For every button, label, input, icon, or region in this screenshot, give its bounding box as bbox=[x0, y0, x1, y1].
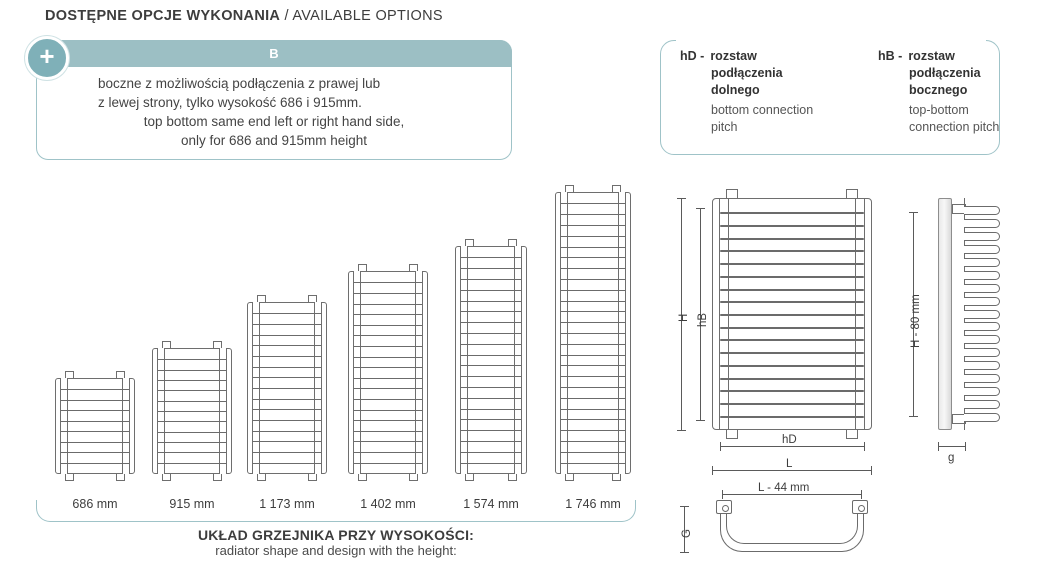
bottom-connection-tube-inner bbox=[726, 506, 858, 544]
front-view-rung bbox=[720, 416, 864, 418]
front-view-foot-left bbox=[726, 430, 738, 439]
dim-l-line bbox=[712, 470, 872, 471]
radiator-cap bbox=[213, 341, 222, 348]
radiator-foot bbox=[465, 474, 474, 481]
dim-g-small-tick-left bbox=[938, 442, 939, 451]
dim-hd-tick-left bbox=[720, 442, 721, 451]
radiator-rung bbox=[158, 411, 226, 412]
legend-hd-pl-line-1: rozstaw bbox=[710, 49, 757, 63]
radiator-rung bbox=[461, 387, 521, 388]
family-caption-pl: UKŁAD GRZEJNIKA PRZY WYSOKOŚCI: bbox=[197, 527, 475, 543]
radiator-rung bbox=[158, 463, 226, 464]
side-view-tube bbox=[964, 322, 1000, 331]
radiator-rungs bbox=[61, 384, 129, 468]
radiator-size-4 bbox=[348, 271, 428, 474]
dim-g-small-tick-right bbox=[965, 442, 966, 451]
dim-l-tick-left bbox=[712, 466, 713, 475]
radiator-foot bbox=[565, 474, 574, 481]
front-view-rung bbox=[720, 238, 864, 240]
dim-h-minus-tick-top bbox=[909, 212, 918, 213]
radiator-rung bbox=[561, 355, 625, 356]
radiator-rung bbox=[461, 355, 521, 356]
dim-g-tick-bottom bbox=[680, 552, 689, 553]
option-text-line-3: top bottom same end left or right hand side, bbox=[143, 114, 405, 130]
dim-l-label: L bbox=[786, 458, 793, 470]
radiator-rung bbox=[253, 356, 321, 357]
legend-hd-en-line-1: bottom connection bbox=[711, 102, 814, 117]
front-view-rung bbox=[720, 378, 864, 380]
radiator-rung bbox=[354, 410, 422, 411]
radiator-rung bbox=[561, 387, 625, 388]
radiator-rung bbox=[253, 420, 321, 421]
radiator-rung bbox=[461, 452, 521, 453]
bottom-connection-right-dot bbox=[858, 505, 865, 512]
front-view-rung bbox=[720, 212, 864, 214]
radiator-foot bbox=[308, 474, 317, 481]
radiator-rung bbox=[561, 322, 625, 323]
legend-box-top-gap bbox=[676, 39, 986, 43]
radiator-rungs bbox=[561, 198, 625, 468]
radiator-rung bbox=[461, 463, 521, 464]
radiator-rung bbox=[461, 279, 521, 280]
side-view-tube bbox=[964, 258, 1000, 267]
radiator-size-label: 1 402 mm bbox=[360, 497, 416, 511]
radiator-rung bbox=[561, 376, 625, 377]
radiator-rung bbox=[461, 301, 521, 302]
side-view-tube bbox=[964, 206, 1000, 215]
radiator-rung bbox=[253, 367, 321, 368]
radiator-rung bbox=[354, 314, 422, 315]
radiator-rung bbox=[461, 441, 521, 442]
radiator-rung bbox=[158, 442, 226, 443]
dim-hb-tick-bottom bbox=[696, 420, 705, 421]
radiator-rung bbox=[253, 441, 321, 442]
radiator-cap bbox=[508, 239, 517, 246]
front-view-rung bbox=[720, 403, 864, 405]
dim-h-minus-label: H - 80 mm bbox=[910, 294, 922, 348]
radiator-rung bbox=[253, 313, 321, 314]
radiator-foot bbox=[116, 474, 125, 481]
radiator-rungs bbox=[253, 308, 321, 468]
radiator-rung bbox=[354, 441, 422, 442]
radiator-rung bbox=[253, 388, 321, 389]
radiator-rung bbox=[561, 290, 625, 291]
radiator-rung bbox=[158, 359, 226, 360]
radiator-rung bbox=[158, 452, 226, 453]
radiator-cap bbox=[358, 264, 367, 271]
radiator-size-label: 915 mm bbox=[169, 497, 215, 511]
radiator-rung bbox=[354, 346, 422, 347]
radiator-cap bbox=[565, 185, 574, 192]
dim-hd-line bbox=[720, 446, 865, 447]
front-view-rung bbox=[720, 225, 864, 227]
radiator-rungs bbox=[461, 252, 521, 468]
radiator-rung bbox=[461, 344, 521, 345]
radiator-rung bbox=[253, 324, 321, 325]
radiator-rung bbox=[461, 257, 521, 258]
radiator-rung bbox=[354, 335, 422, 336]
front-view-rung bbox=[720, 314, 864, 316]
side-view-tube bbox=[964, 413, 1000, 422]
radiator-rung bbox=[461, 290, 521, 291]
radiator-rung bbox=[561, 409, 625, 410]
radiator-foot bbox=[162, 474, 171, 481]
page-title-separator: / bbox=[280, 8, 293, 24]
front-view-rung bbox=[720, 365, 864, 367]
radiator-rung bbox=[461, 322, 521, 323]
radiator-rung bbox=[354, 388, 422, 389]
side-view-tube bbox=[964, 310, 1000, 319]
radiator-size-label: 1 173 mm bbox=[259, 497, 315, 511]
family-bracket bbox=[36, 500, 636, 522]
side-view-tube bbox=[964, 335, 1000, 344]
radiator-rung bbox=[253, 377, 321, 378]
side-view-panel bbox=[938, 198, 952, 430]
radiator-rung bbox=[253, 452, 321, 453]
radiator-rung bbox=[61, 421, 129, 422]
front-view-rung bbox=[720, 352, 864, 354]
side-view-tube bbox=[964, 284, 1000, 293]
side-view-tube bbox=[964, 297, 1000, 306]
radiator-rungs bbox=[158, 354, 226, 468]
radiator-rung bbox=[561, 452, 625, 453]
radiator-cap bbox=[162, 341, 171, 348]
legend-hd-en-line-2: pitch bbox=[711, 119, 738, 134]
dim-g-small-label: g bbox=[948, 452, 955, 464]
bottom-connection-left-fitting bbox=[716, 500, 732, 514]
page-title-pl: DOSTĘPNE OPCJE WYKONANIA bbox=[45, 8, 281, 24]
radiator-rung bbox=[354, 463, 422, 464]
plus-icon-glyph: + bbox=[39, 41, 55, 71]
radiator-rungs bbox=[354, 277, 422, 468]
radiator-foot bbox=[358, 474, 367, 481]
dim-h-tick-bottom bbox=[677, 430, 686, 431]
radiator-size-1 bbox=[55, 378, 135, 474]
radiator-rung bbox=[561, 398, 625, 399]
front-view-rung bbox=[720, 250, 864, 252]
side-view-tube bbox=[964, 374, 1000, 383]
radiator-rung bbox=[253, 409, 321, 410]
radiator-cap bbox=[257, 295, 266, 302]
radiator-rung bbox=[354, 420, 422, 421]
radiator-rung bbox=[561, 441, 625, 442]
radiator-rung bbox=[354, 357, 422, 358]
dim-l-minus-label: L - 44 mm bbox=[758, 482, 810, 494]
side-view-tube bbox=[964, 245, 1000, 254]
dim-h-label: H bbox=[678, 313, 690, 322]
radiator-rung bbox=[561, 463, 625, 464]
radiator-rung bbox=[561, 365, 625, 366]
dim-l-minus-tick-left bbox=[722, 490, 723, 499]
radiator-rung bbox=[561, 301, 625, 302]
dim-l-minus-tick-right bbox=[861, 490, 862, 499]
front-view-cap-left bbox=[726, 189, 738, 198]
radiator-size-5 bbox=[455, 246, 527, 474]
page-title bbox=[45, 8, 443, 24]
radiator-foot bbox=[409, 474, 418, 481]
option-text-line-4: only for 686 and 915mm height bbox=[180, 133, 368, 149]
radiator-rung bbox=[158, 432, 226, 433]
family-caption bbox=[36, 527, 636, 558]
radiator-size-label: 1 574 mm bbox=[463, 497, 519, 511]
family-caption-en: radiator shape and design with the height: bbox=[215, 543, 457, 558]
legend-hb-en-line-1: top-bottom bbox=[909, 102, 969, 117]
front-view-rung bbox=[720, 339, 864, 341]
legend-hd-pl-line-2: podłączenia bbox=[711, 65, 783, 80]
radiator-size-label: 1 746 mm bbox=[565, 497, 621, 511]
bottom-connection-right-fitting bbox=[852, 500, 868, 514]
radiator-cap bbox=[409, 264, 418, 271]
radiator-rung bbox=[61, 389, 129, 390]
radiator-rung bbox=[461, 333, 521, 334]
front-view-rung bbox=[720, 390, 864, 392]
dim-hb-label: hB bbox=[697, 312, 709, 327]
radiator-size-label: 686 mm bbox=[72, 497, 118, 511]
radiator-cap bbox=[465, 239, 474, 246]
radiator-rung bbox=[61, 431, 129, 432]
dim-g-tick-top bbox=[680, 506, 689, 507]
side-view-tube bbox=[964, 361, 1000, 370]
radiator-rung bbox=[461, 419, 521, 420]
radiator-rung bbox=[354, 304, 422, 305]
radiator-rung bbox=[253, 431, 321, 432]
radiator-rung bbox=[561, 203, 625, 204]
legend-code-hb: hB - bbox=[878, 49, 903, 63]
side-view-tube bbox=[964, 232, 1000, 241]
radiator-rung bbox=[354, 378, 422, 379]
radiator-rung bbox=[158, 380, 226, 381]
option-text-line-1: boczne z możliwością podłączenia z prawej lub bbox=[98, 76, 381, 91]
radiator-rung bbox=[354, 282, 422, 283]
radiator-rung bbox=[561, 214, 625, 215]
dim-g-small-line bbox=[938, 446, 966, 447]
front-view-rung bbox=[720, 301, 864, 303]
dim-h-minus-tick-bottom bbox=[909, 416, 918, 417]
radiator-rung bbox=[61, 410, 129, 411]
radiator-rung bbox=[253, 335, 321, 336]
radiator-foot bbox=[612, 474, 621, 481]
radiator-rung bbox=[561, 247, 625, 248]
radiator-rung bbox=[253, 345, 321, 346]
radiator-rung bbox=[561, 268, 625, 269]
front-view-rung bbox=[720, 327, 864, 329]
side-view-radiator bbox=[934, 198, 1008, 430]
legend-code-hd: hD - bbox=[680, 49, 705, 63]
radiator-rung bbox=[461, 398, 521, 399]
radiator-rung bbox=[561, 236, 625, 237]
radiator-rung bbox=[561, 419, 625, 420]
radiator-rung bbox=[461, 376, 521, 377]
radiator-rung bbox=[253, 463, 321, 464]
radiator-rung bbox=[561, 333, 625, 334]
front-view-radiator bbox=[712, 198, 872, 430]
radiator-rung bbox=[354, 325, 422, 326]
radiator-rung bbox=[158, 401, 226, 402]
radiator-rung bbox=[461, 365, 521, 366]
radiator-size-6 bbox=[555, 192, 631, 474]
radiator-rung bbox=[461, 311, 521, 312]
page-title-en: AVAILABLE OPTIONS bbox=[292, 8, 443, 24]
legend-hb-pl-line-3: bocznego bbox=[909, 82, 968, 97]
legend-hb-pl-line-2: podłączenia bbox=[909, 65, 981, 80]
bottom-connection-view bbox=[712, 500, 872, 560]
dim-hb-tick-top bbox=[696, 208, 705, 209]
side-view-tube bbox=[964, 387, 1000, 396]
radiator-rung bbox=[158, 421, 226, 422]
radiator-rung bbox=[354, 293, 422, 294]
option-variant-label: B bbox=[269, 46, 279, 61]
front-view-rung bbox=[720, 289, 864, 291]
radiator-rung bbox=[354, 431, 422, 432]
front-view-foot-right bbox=[846, 430, 858, 439]
radiator-foot bbox=[213, 474, 222, 481]
radiator-foot bbox=[508, 474, 517, 481]
radiator-rung bbox=[461, 268, 521, 269]
radiator-rung bbox=[158, 370, 226, 371]
radiator-cap bbox=[65, 371, 74, 378]
radiator-rung bbox=[61, 452, 129, 453]
option-box-header bbox=[36, 40, 512, 71]
radiator-rung bbox=[354, 452, 422, 453]
legend-item-hb bbox=[878, 48, 1028, 135]
front-view-rungs bbox=[720, 206, 864, 422]
dim-l-tick-right bbox=[871, 466, 872, 475]
side-view-tube bbox=[964, 219, 1000, 228]
radiator-cap bbox=[612, 185, 621, 192]
radiator-size-2 bbox=[152, 348, 232, 474]
radiator-rung bbox=[354, 367, 422, 368]
radiator-rung bbox=[61, 463, 129, 464]
option-box-text bbox=[46, 74, 502, 151]
radiator-rung bbox=[561, 430, 625, 431]
legend-item-hd bbox=[680, 48, 830, 135]
dim-g-label: G bbox=[681, 529, 693, 538]
dim-hd-tick-right bbox=[864, 442, 865, 451]
legend-hb-pl-line-1: rozstaw bbox=[908, 49, 955, 63]
radiator-cap bbox=[308, 295, 317, 302]
side-view-tube bbox=[964, 348, 1000, 357]
radiator-rung bbox=[253, 399, 321, 400]
front-view-rung bbox=[720, 276, 864, 278]
radiator-rung bbox=[461, 430, 521, 431]
side-view-tubes bbox=[964, 204, 1008, 424]
radiator-rung bbox=[561, 257, 625, 258]
radiator-size-3 bbox=[247, 302, 327, 474]
radiator-cap bbox=[116, 371, 125, 378]
radiator-rung bbox=[354, 399, 422, 400]
legend-hd-pl-line-3: dolnego bbox=[711, 82, 760, 97]
dim-hd-label: hD bbox=[782, 434, 797, 446]
front-view-cap-right bbox=[846, 189, 858, 198]
radiator-rung bbox=[561, 279, 625, 280]
side-view-tube bbox=[964, 271, 1000, 280]
radiator-foot bbox=[65, 474, 74, 481]
radiator-rung bbox=[561, 344, 625, 345]
option-text-line-2: z lewej strony, tylko wysokość 686 i 915mm. bbox=[98, 95, 362, 111]
radiator-rung bbox=[561, 311, 625, 312]
legend-hb-en-line-2: connection pitch bbox=[909, 119, 1000, 134]
side-view-tube bbox=[964, 400, 1000, 409]
radiator-rung bbox=[561, 225, 625, 226]
radiator-foot bbox=[257, 474, 266, 481]
front-view-rung bbox=[720, 263, 864, 265]
radiator-rung bbox=[61, 400, 129, 401]
radiator-rung bbox=[461, 409, 521, 410]
bottom-connection-left-dot bbox=[722, 505, 729, 512]
radiator-rung bbox=[61, 442, 129, 443]
dim-h-tick-top bbox=[677, 198, 686, 199]
radiator-rung bbox=[158, 390, 226, 391]
dim-l-minus-line bbox=[722, 494, 862, 495]
